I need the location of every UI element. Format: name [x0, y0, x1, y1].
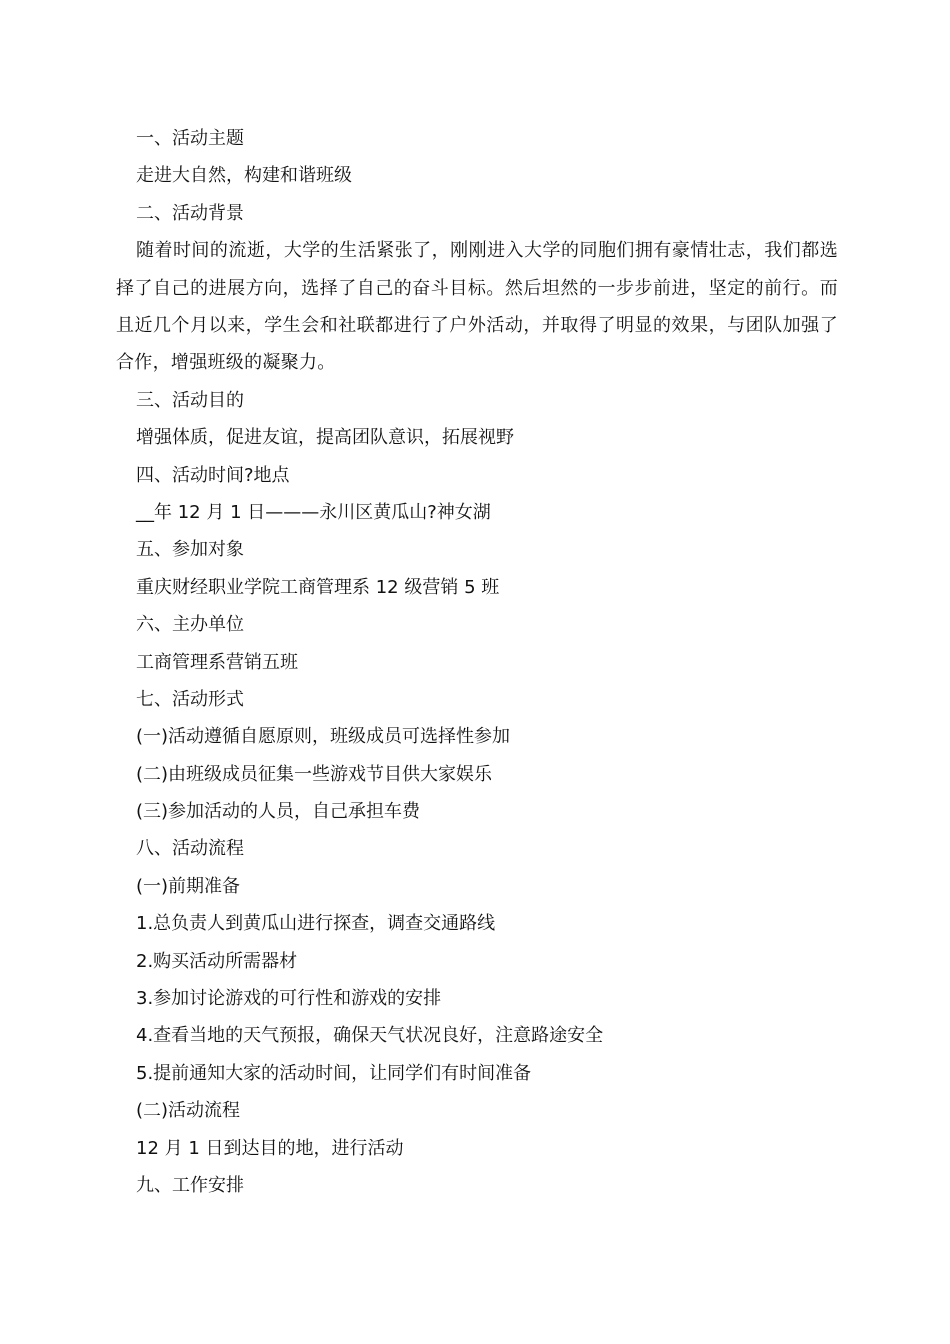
background-paragraph: 随着时间的流逝，大学的生活紧张了，刚刚进入大学的同胞们拥有豪情壮志，我们都选择了自己的进展方向，选择了自己的奋斗目标。然后坦然的一步步前进，坚定的前行。而且近几个月以来，学生会和社联都进行了户外活动，并取得了明显的效果，与团队加强了合作，增强班级的凝聚力。 [116, 240, 838, 374]
preparation-item-1: 1.总负责人到黄瓜山进行探查，调查交通路线 [136, 913, 496, 935]
section-heading-purpose: 三、活动目的 [136, 389, 244, 411]
time-place-text: __年 12 月 1 日———永川区黄瓜山?神女湖 [136, 501, 491, 523]
section-heading-background: 二、活动背景 [136, 202, 244, 224]
section-heading-process: 八、活动流程 [136, 838, 244, 860]
process-subheading-preparation: (一)前期准备 [136, 875, 241, 897]
format-item-2: (二)由班级成员征集一些游戏节目供大家娱乐 [136, 763, 493, 785]
participants-text: 重庆财经职业学院工商管理系 12 级营销 5 班 [136, 576, 500, 598]
process-subheading-flow: (二)活动流程 [136, 1100, 241, 1122]
format-item-3: (三)参加活动的人员，自己承担车费 [136, 801, 421, 823]
preparation-item-5: 5.提前通知大家的活动时间，让同学们有时间准备 [136, 1062, 532, 1084]
section-heading-participants: 五、参加对象 [136, 539, 244, 561]
section-heading-time-place: 四、活动时间?地点 [136, 464, 290, 486]
section-heading-theme: 一、活动主题 [136, 128, 244, 149]
flow-text: 12 月 1 日到达目的地，进行活动 [136, 1137, 404, 1159]
organizer-text: 工商管理系营销五班 [136, 651, 298, 673]
preparation-item-4: 4.查看当地的天气预报，确保天气状况良好，注意路途安全 [136, 1025, 604, 1047]
preparation-item-3: 3.参加讨论游戏的可行性和游戏的安排 [136, 988, 442, 1010]
purpose-text: 增强体质，促进友谊，提高团队意识，拓展视野 [136, 427, 514, 449]
theme-text: 走进大自然，构建和谐班级 [136, 165, 352, 187]
section-heading-organizer: 六、主办单位 [136, 614, 244, 636]
section-heading-format: 七、活动形式 [136, 688, 244, 710]
section-heading-work-arrangement: 九、工作安排 [136, 1175, 244, 1196]
preparation-item-2: 2.购买活动所需器材 [136, 950, 298, 972]
document-page [116, 120, 838, 1204]
format-item-1: (一)活动遵循自愿原则，班级成员可选择性参加 [136, 726, 511, 748]
